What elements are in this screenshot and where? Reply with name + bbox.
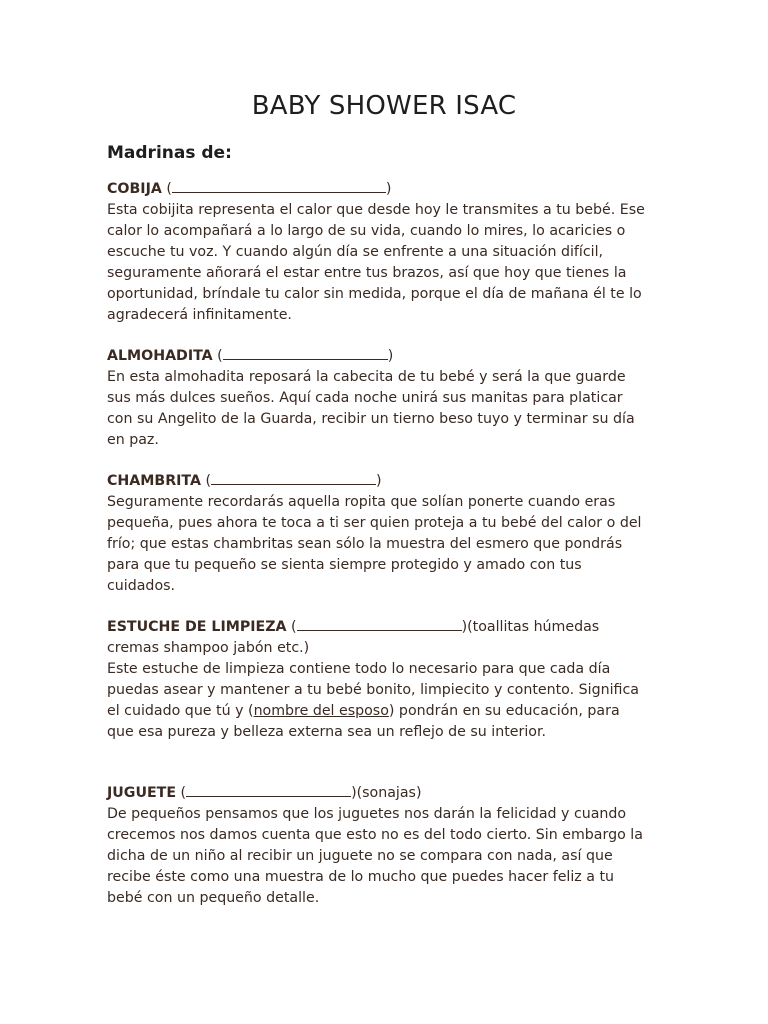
section-estuche	[107, 616, 647, 743]
section-body	[107, 659, 647, 743]
fill-in-blank	[211, 470, 376, 485]
section-heading	[107, 782, 647, 804]
fill-in-blank	[223, 345, 388, 360]
section-cobija	[107, 178, 647, 326]
close-paren: )	[461, 619, 468, 635]
section-juguete	[107, 782, 647, 909]
item-note: (toallitas húmedas	[467, 619, 600, 635]
item-name: JUGUETE	[107, 785, 177, 801]
section-body: De pequeños pensamos que los juguetes nos darán la felicidad y cuando crecemos nos damos cuenta que esto no es del todo cierto. Sin embargo la dicha de un niño al recibir un juguete no se compara con nada, así que recibe éste como una muestra de lo mucho que puedes hacer feliz a tu bebé con un pequeño detalle.	[107, 806, 643, 906]
document-subtitle: Madrinas de:	[107, 143, 232, 163]
spouse-name-placeholder: nombre del esposo	[253, 703, 389, 719]
section-chambrita	[107, 470, 647, 597]
open-paren: (	[212, 348, 223, 364]
section-heading	[107, 345, 647, 367]
close-paren: )	[351, 785, 357, 801]
section-heading	[107, 616, 647, 638]
section-body: En esta almohadita reposará la cabecita de tu bebé y será la que guarde sus más dulces sueños. Aquí cada noche unirá sus manitas para platicar con su Angelito de la Guarda, recibir un tierno beso tuyo y terminar su día en paz.	[107, 369, 635, 448]
item-note: (sonajas)	[356, 785, 422, 801]
open-paren: (	[176, 785, 187, 801]
section-body: Esta cobijita representa el calor que desde hoy le transmites a tu bebé. Ese calor lo acompañará a lo largo de su vida, cuando lo mires, lo acaricies o escuche tu voz. Y cuando algún día se enfrente a una situación difícil, seguramente añorará el estar entre tus brazos, así que hoy que tienes la oportunidad, bríndale tu calor sin medida, porque el día de mañana él te lo agradecerá infinitamente.	[107, 202, 645, 323]
open-paren: (	[161, 181, 172, 197]
fill-in-blank	[172, 178, 386, 193]
section-almohadita	[107, 345, 647, 451]
open-paren: (	[200, 473, 212, 489]
close-paren: )	[376, 473, 382, 489]
item-name: ALMOHADITA	[107, 348, 213, 364]
section-body: Seguramente recordarás aquella ropita que solían ponerte cuando eras pequeña, pues ahora te toca a ti ser quien proteja a tu bebé del calor o del frío; que estas chambritas sean sólo la muestra del esmero que pondrás para que tu pequeño se sienta siempre protegido y amado con tus cuidados.	[107, 494, 642, 594]
open-paren: (	[286, 619, 297, 635]
fill-in-blank	[186, 782, 351, 797]
item-name: CHAMBRITA	[107, 473, 201, 489]
fill-in-blank	[297, 616, 462, 631]
close-paren: )	[385, 181, 392, 197]
document-title: BABY SHOWER ISAC	[251, 91, 517, 121]
section-heading	[107, 178, 647, 200]
item-name: COBIJA	[107, 181, 162, 197]
section-heading	[107, 470, 647, 492]
close-paren: )	[387, 348, 394, 364]
body-text-before: Este estuche de limpieza contiene todo lo necesario para que cada día puedas asear y mantener a tu bebé bonito, limpiecito y contento. Significa el cuidado que tú y (	[107, 661, 639, 719]
item-note-continued: cremas shampoo jabón etc.)	[107, 640, 310, 656]
item-name: ESTUCHE DE LIMPIEZA	[107, 619, 287, 635]
body-text-after: ) pondrán en su educación, para que esa pureza y belleza externa sea un reflejo de su interior.	[107, 703, 620, 740]
